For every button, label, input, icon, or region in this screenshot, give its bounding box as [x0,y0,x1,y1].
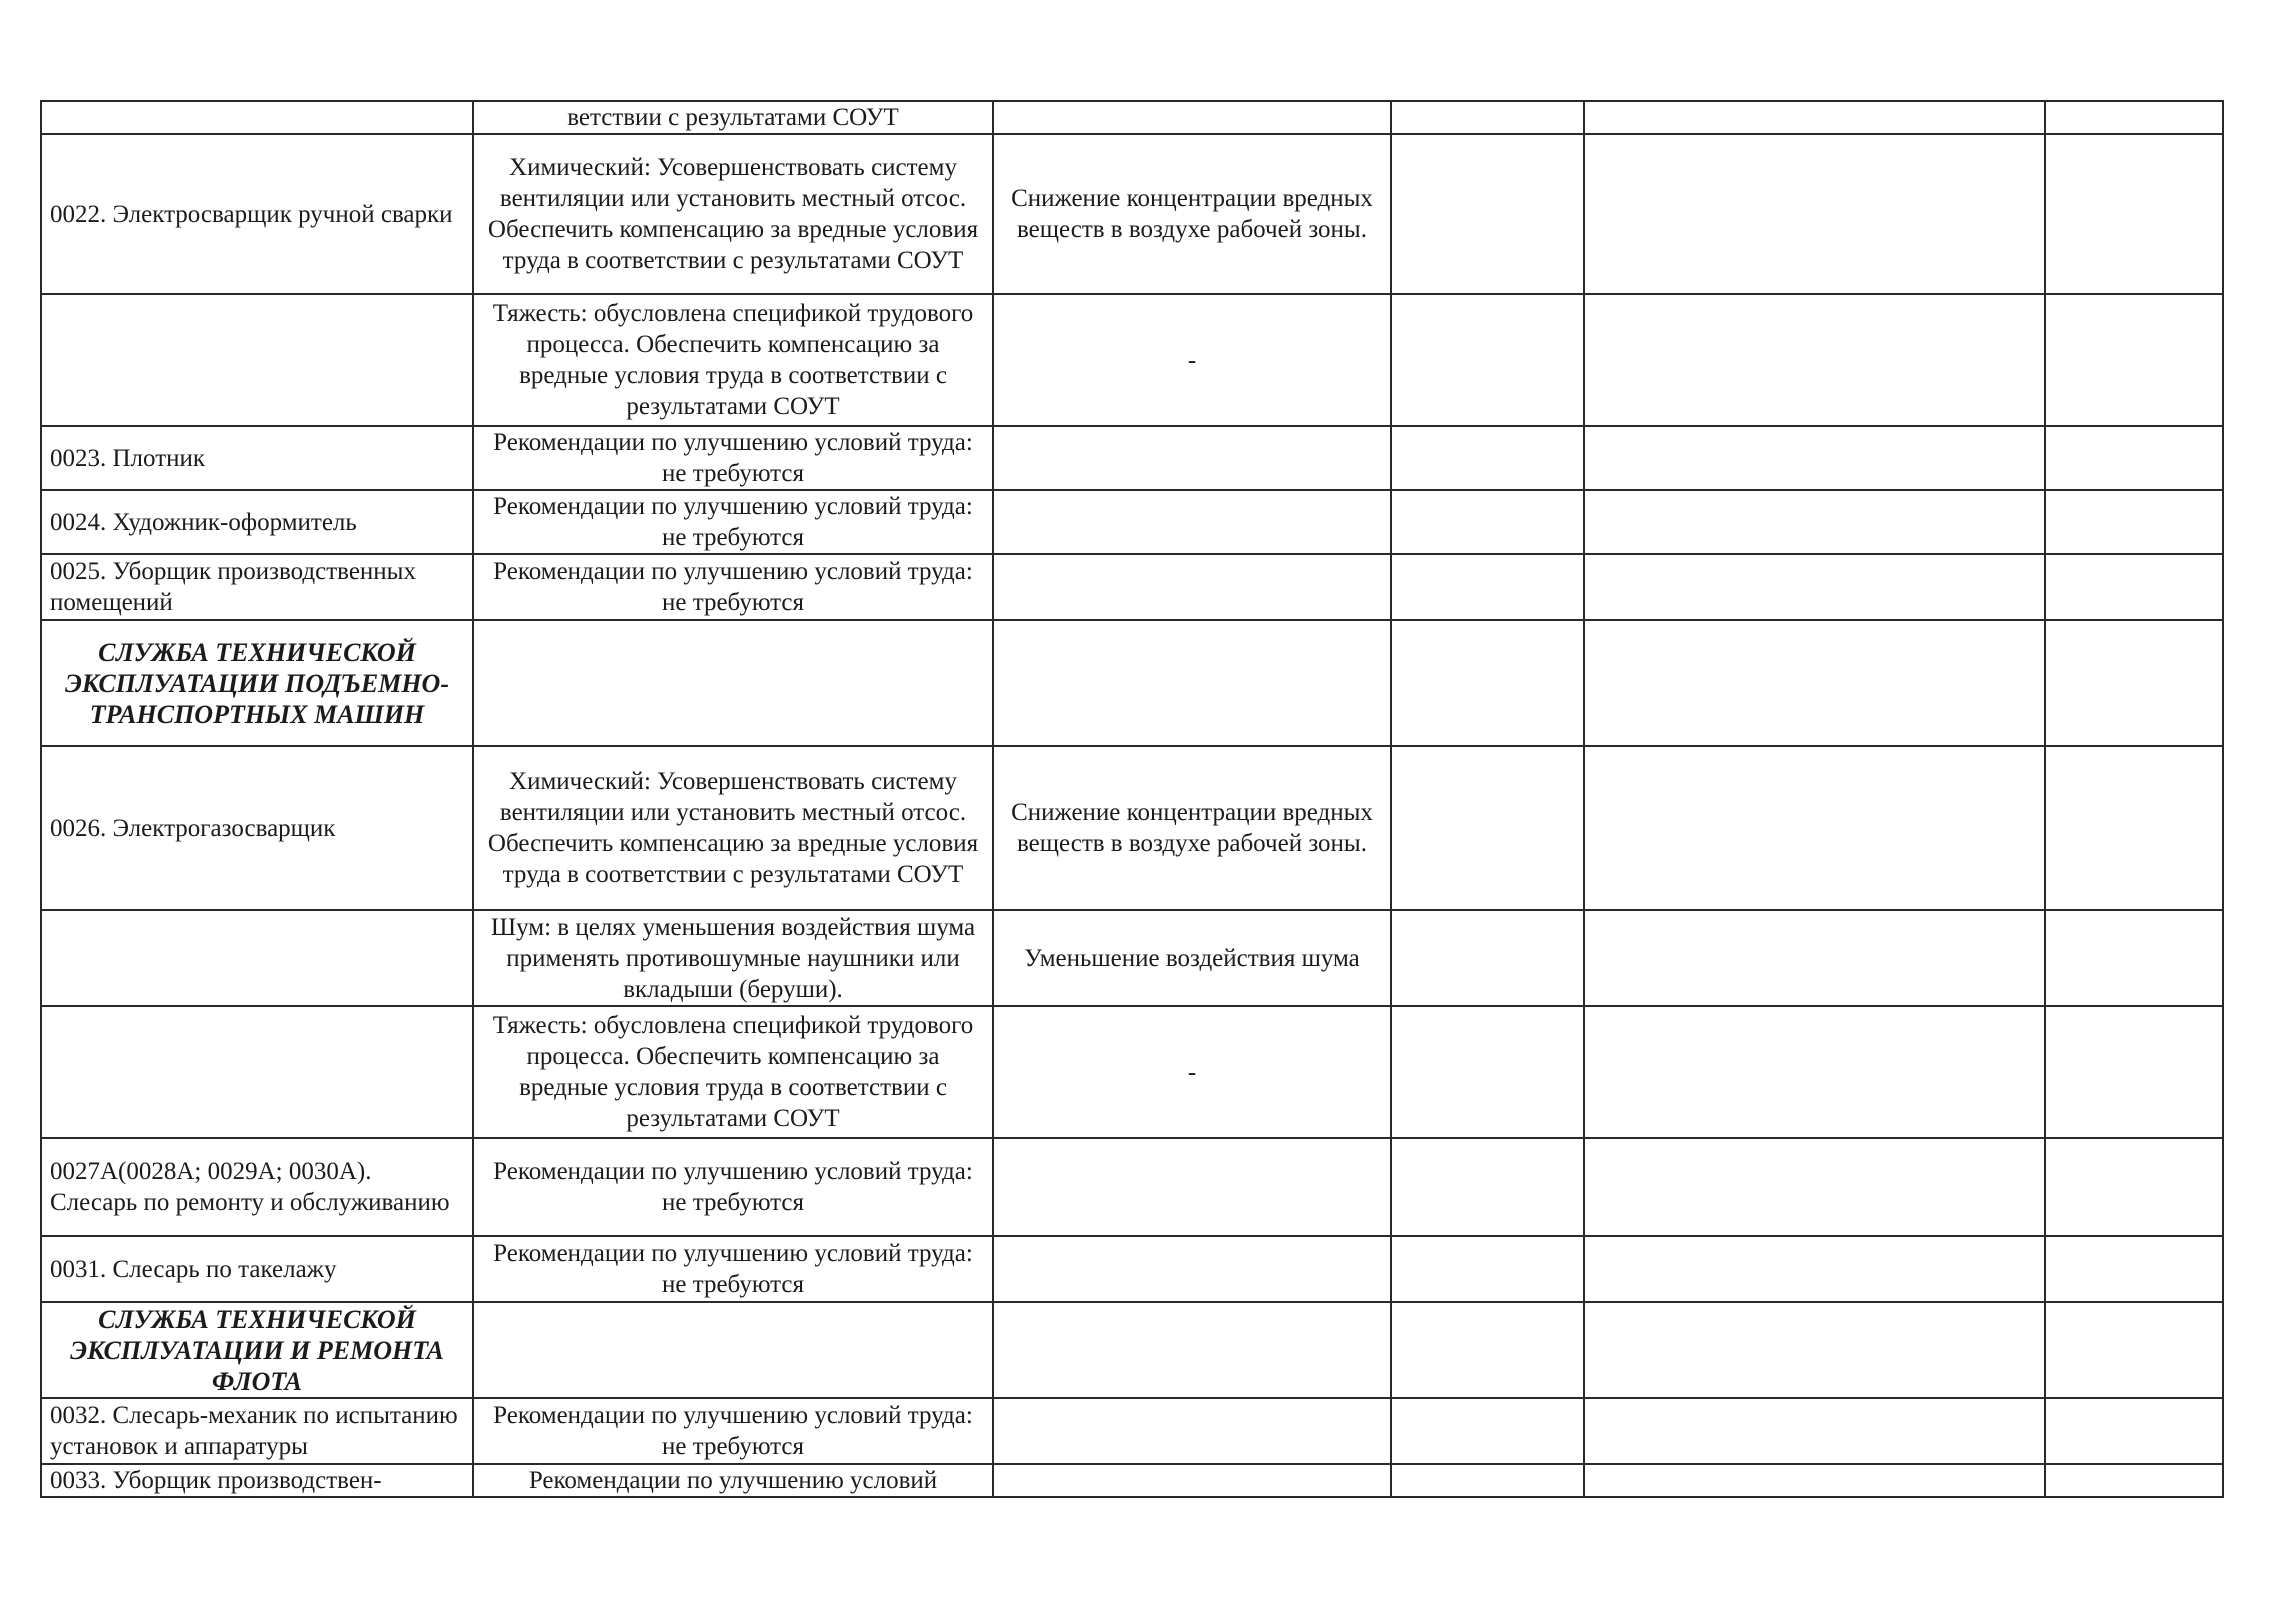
table-row [41,1236,2223,1302]
table-row [41,554,2223,620]
empty-cell [1584,1236,2045,1302]
goal-cell: - [993,294,1391,426]
empty-cell [1391,746,1584,910]
empty-cell [1584,1006,2045,1138]
table-row [41,1464,2223,1497]
goal-cell: - [993,1006,1391,1138]
empty-cell [1391,1398,1584,1464]
recommendation-cell: Тяжесть: обусловлена спецификой трудового процесса. Обеспечить компенсацию за вредные условия труда в соответствии с результатами СОУТ [473,1006,993,1138]
job-title-cell: 0023. Плотник [41,426,473,490]
section-heading: СЛУЖБА ТЕХНИЧЕСКОЙ ЭКСПЛУАТАЦИИ ПОДЪЕМНО-ТРАНСПОРТНЫХ МАШИН [41,620,473,746]
empty-cell [2045,490,2223,554]
recommendation-cell: Химический: Усовершенствовать систему вентиляции или установить местный отсос. Обеспечить компенсацию за вредные условия труда в соответствии с результатами СОУТ [473,134,993,294]
goal-cell [993,1236,1391,1302]
empty-cell [1584,426,2045,490]
empty-cell [1391,134,1584,294]
empty-cell [2045,910,2223,1006]
job-title-cell [41,910,473,1006]
empty-cell [1391,1138,1584,1236]
recommendation-cell: Рекомендации по улучшению условий труда: не требуются [473,426,993,490]
goal-cell: Снижение концентрации вредных веществ в воздухе рабочей зоны. [993,134,1391,294]
empty-cell [2045,1006,2223,1138]
empty-cell [2045,1302,2223,1398]
empty-cell [2045,426,2223,490]
empty-cell [2045,101,2223,134]
job-title-cell [41,101,473,134]
goal-cell [993,554,1391,620]
table-row [41,1398,2223,1464]
recommendation-cell: Рекомендации по улучшению условий труда: не требуются [473,490,993,554]
empty-cell [1391,101,1584,134]
goal-cell: Уменьшение воздействия шума [993,910,1391,1006]
recommendation-cell: Рекомендации по улучшению условий труда: не требуются [473,1236,993,1302]
table-row [41,1006,2223,1138]
table-row [41,294,2223,426]
empty-cell [993,1302,1391,1398]
table-row [41,134,2223,294]
table-row [41,101,2223,134]
recommendation-cell: Химический: Усовершенствовать систему вентиляции или установить местный отсос. Обеспечить компенсацию за вредные условия труда в соответствии с результатами СОУТ [473,746,993,910]
recommendation-cell: Рекомендации по улучшению условий труда: не требуются [473,554,993,620]
recommendation-cell: Шум: в целях уменьшения воздействия шума применять противошумные наушники или вкладыши (беруши). [473,910,993,1006]
empty-cell [1584,554,2045,620]
empty-cell [1584,1464,2045,1497]
empty-cell [1391,554,1584,620]
empty-cell [1391,426,1584,490]
goal-cell: Снижение концентрации вредных веществ в воздухе рабочей зоны. [993,746,1391,910]
working-conditions-table [40,100,2224,1498]
recommendation-cell: Рекомендации по улучшению условий [473,1464,993,1497]
goal-cell [993,101,1391,134]
empty-cell [2045,294,2223,426]
table-row [41,426,2223,490]
empty-cell [1391,1236,1584,1302]
empty-cell [2045,554,2223,620]
job-title-cell: 0032. Слесарь-механик по испытанию установок и аппаратуры [41,1398,473,1464]
recommendation-cell: Рекомендации по улучшению условий труда: не требуются [473,1398,993,1464]
empty-cell [473,1302,993,1398]
empty-cell [1584,746,2045,910]
goal-cell [993,1398,1391,1464]
empty-cell [473,620,993,746]
empty-cell [1584,620,2045,746]
job-title-cell: 0031. Слесарь по такелажу [41,1236,473,1302]
job-title-cell: 0033. Уборщик производствен- [41,1464,473,1497]
goal-cell [993,490,1391,554]
empty-cell [1584,101,2045,134]
empty-cell [1584,294,2045,426]
empty-cell [1584,134,2045,294]
goal-cell [993,1138,1391,1236]
empty-cell [2045,1464,2223,1497]
empty-cell [1391,1302,1584,1398]
empty-cell [1391,910,1584,1006]
empty-cell [1391,490,1584,554]
empty-cell [1391,294,1584,426]
empty-cell [2045,1398,2223,1464]
empty-cell [1584,910,2045,1006]
table-row [41,746,2223,910]
empty-cell [2045,746,2223,910]
goal-cell [993,426,1391,490]
empty-cell [1584,1398,2045,1464]
recommendation-cell: ветствии с результатами СОУТ [473,101,993,134]
empty-cell [1391,1464,1584,1497]
job-title-cell: 0022. Электросварщик ручной сварки [41,134,473,294]
empty-cell [1584,1138,2045,1236]
job-title-cell: 0024. Художник-оформитель [41,490,473,554]
table-row [41,1138,2223,1236]
empty-cell [2045,134,2223,294]
recommendation-cell: Рекомендации по улучшению условий труда: не требуются [473,1138,993,1236]
empty-cell [2045,1138,2223,1236]
job-title-cell: 0025. Уборщик производственных помещений [41,554,473,620]
empty-cell [1584,490,2045,554]
empty-cell [1391,1006,1584,1138]
job-title-cell: 0026. Электрогазосварщик [41,746,473,910]
section-row [41,620,2223,746]
table-row [41,910,2223,1006]
job-title-cell [41,294,473,426]
table-row [41,490,2223,554]
job-title-cell [41,1006,473,1138]
empty-cell [1584,1302,2045,1398]
section-heading: СЛУЖБА ТЕХНИЧЕСКОЙ ЭКСПЛУАТАЦИИ И РЕМОНТА ФЛОТА [41,1302,473,1398]
empty-cell [1391,620,1584,746]
section-row [41,1302,2223,1398]
empty-cell [2045,1236,2223,1302]
empty-cell [993,620,1391,746]
recommendation-cell: Тяжесть: обусловлена спецификой трудового процесса. Обеспечить компенсацию за вредные условия труда в соответствии с результатами СОУТ [473,294,993,426]
empty-cell [2045,620,2223,746]
job-title-cell: 0027А(0028А; 0029А; 0030А). Слесарь по ремонту и обслуживанию [41,1138,473,1236]
goal-cell [993,1464,1391,1497]
